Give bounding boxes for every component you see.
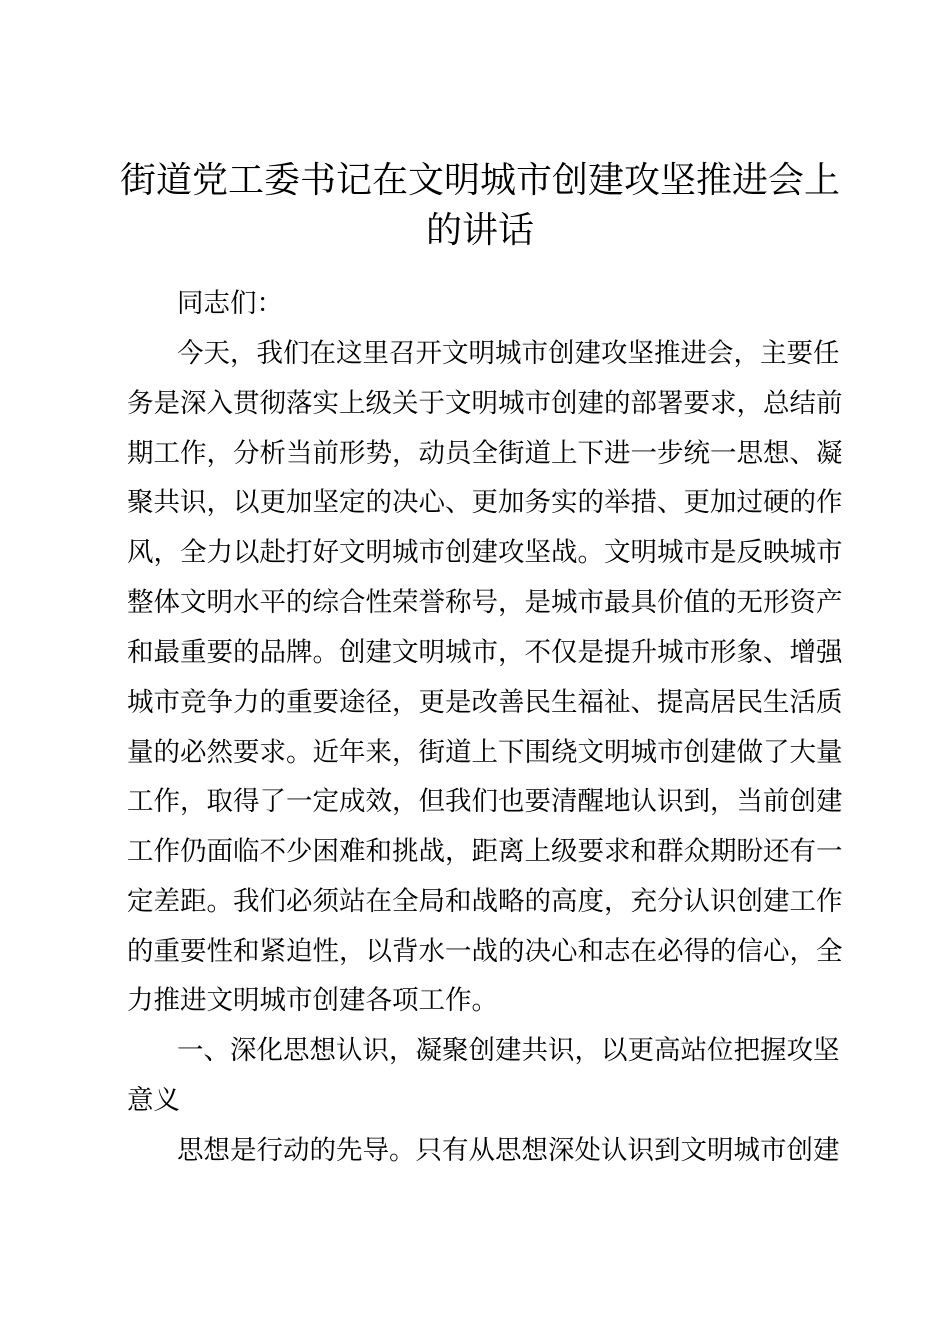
paragraph-1-line: 工作，取得了一定成效，但我们也要清醒地认识到，当前创建 bbox=[127, 786, 843, 817]
paragraph-1-line: 力推进文明城市创建各项工作。 bbox=[127, 985, 498, 1016]
salutation: 同志们： bbox=[177, 288, 283, 319]
paragraph-1-line: 务是深入贯彻落实上级关于文明城市创建的部署要求，总结前 bbox=[127, 388, 843, 419]
section-heading-1-continued: 意义 bbox=[127, 1085, 180, 1116]
paragraph-1-line: 工作仍面临不少困难和挑战，距离上级要求和群众期盼还有一 bbox=[127, 836, 843, 867]
paragraph-1-line: 聚共识，以更加坚定的决心、更加务实的举措、更加过硬的作 bbox=[127, 487, 843, 518]
paragraph-1-line: 定差距。我们必须站在全局和战略的高度，充分认识创建工作 bbox=[127, 886, 843, 917]
paragraph-1-line: 整体文明水平的综合性荣誉称号，是城市最具价值的无形资产 bbox=[127, 587, 843, 618]
paragraph-1-line: 期工作，分析当前形势，动员全街道上下进一步统一思想、凝 bbox=[127, 438, 843, 469]
paragraph-1-line: 量的必然要求。近年来，街道上下围绕文明城市创建做了大量 bbox=[127, 737, 843, 768]
paragraph-2-line: 思想是行动的先导。只有从思想深处认识到文明城市创建 bbox=[177, 1135, 840, 1166]
document-title-line-2: 的讲话 bbox=[425, 210, 534, 251]
paragraph-1-line: 风，全力以赴打好文明城市创建攻坚战。文明城市是反映城市 bbox=[127, 537, 843, 568]
paragraph-1-line: 城市竞争力的重要途径，更是改善民生福祉、提高居民生活质 bbox=[127, 687, 843, 718]
paragraph-1-line: 今天，我们在这里召开文明城市创建攻坚推进会，主要任 bbox=[177, 338, 840, 369]
paragraph-1-line: 和最重要的品牌。创建文明城市，不仅是提升城市形象、增强 bbox=[127, 637, 843, 668]
paragraph-1-line: 的重要性和紧迫性，以背水一战的决心和志在必得的信心，全 bbox=[127, 936, 843, 967]
document-title-line-1: 街道党工委书记在文明城市创建攻坚推进会上 bbox=[120, 160, 841, 201]
section-heading-1: 一、深化思想认识，凝聚创建共识，以更高站位把握攻坚 bbox=[177, 1035, 840, 1066]
